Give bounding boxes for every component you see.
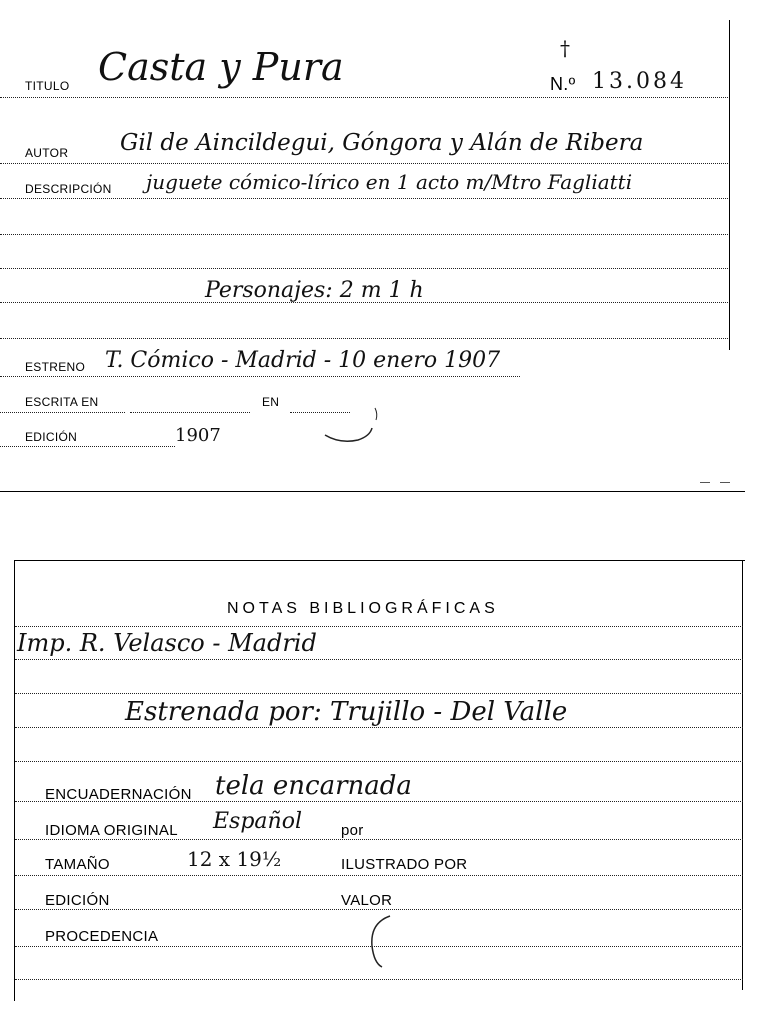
rule-line	[0, 412, 125, 413]
card-edge	[0, 491, 745, 492]
binding-value: tela encarnada	[215, 771, 412, 801]
rule-line	[0, 446, 175, 447]
language-label: IDIOMA ORIGINAL	[45, 822, 178, 839]
language-value: Español	[213, 809, 302, 834]
rule-line	[130, 412, 250, 413]
binding-label: ENCUADERNACIÓN	[45, 786, 192, 803]
note-line-2: Estrenada por: Trujillo - Del Valle	[125, 697, 568, 727]
written-in-label: ESCRITA EN	[25, 395, 99, 409]
scribble-mark	[320, 400, 390, 445]
title-label: TITULO	[25, 79, 70, 93]
rule-line	[15, 761, 743, 762]
note-line-1: Imp. R. Velasco - Madrid	[17, 629, 317, 657]
rule-line	[0, 163, 728, 164]
characters-value: Personajes: 2 m 1 h	[205, 278, 424, 303]
number-label: N.º	[550, 74, 576, 94]
description-label: DESCRIPCIÓN	[25, 182, 112, 196]
edition-label: EDICIÓN	[45, 892, 110, 909]
rule-line	[15, 839, 743, 840]
rule-line	[15, 659, 743, 660]
premiere-label: ESTRENO	[25, 360, 86, 374]
rule-line	[0, 234, 728, 235]
catalog-card-back	[14, 560, 745, 1001]
rule-line	[15, 693, 743, 694]
rule-line	[0, 97, 728, 98]
premiere-value: T. Cómico - Madrid - 10 enero 1907	[105, 348, 501, 373]
edge-mark	[720, 482, 730, 483]
in-label: EN	[262, 395, 280, 409]
rule-line	[0, 338, 728, 339]
card-edge	[729, 20, 730, 350]
notes-heading: NOTAS BIBLIOGRÁFICAS	[227, 600, 499, 617]
rule-line	[15, 727, 743, 728]
author-value: Gil de Aincildegui, Góngora y Alán de Ribera	[120, 130, 644, 156]
value-label: VALOR	[341, 892, 393, 909]
rule-line	[15, 979, 743, 980]
provenance-label: PROCEDENCIA	[45, 928, 159, 945]
size-value: 12 x 19½	[187, 847, 282, 871]
description-value: juguete cómico-lírico en 1 acto m/Mtro Fagliatti	[146, 170, 633, 194]
rule-line	[0, 268, 728, 269]
edition-value: 1907	[175, 425, 221, 446]
rule-line	[15, 626, 743, 627]
rule-line	[0, 198, 728, 199]
illustrated-label: ILUSTRADO POR	[341, 856, 468, 873]
cross-mark: †	[560, 36, 570, 60]
scribble-mark	[360, 911, 420, 971]
title-value: Casta y Pura	[98, 45, 344, 89]
edition-label: EDICIÓN	[25, 430, 78, 444]
rule-line	[15, 909, 743, 910]
rule-line	[0, 376, 520, 377]
size-label: TAMAÑO	[45, 856, 110, 873]
rule-line	[15, 875, 743, 876]
author-label: AUTOR	[25, 146, 69, 160]
by-label: por	[341, 822, 364, 839]
edge-mark	[700, 482, 710, 483]
number-value: 13.084	[592, 69, 687, 94]
catalog-card-front	[0, 0, 759, 495]
